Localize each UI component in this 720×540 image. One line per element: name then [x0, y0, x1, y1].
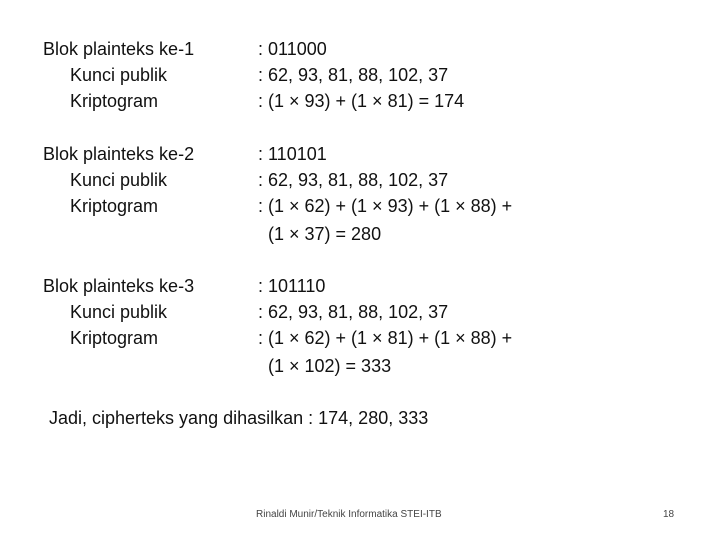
block-3-cipher-label: Kriptogram [70, 328, 159, 348]
block-3-key-label: Kunci publik [70, 302, 168, 322]
footer-credit: Rinaldi Munir/Teknik Informatika STEI-ITB [256, 509, 442, 520]
block-2-key-value: : 62, 93, 81, 88, 102, 37 [258, 170, 449, 190]
block-3-plaintext-value: : 101110 [258, 276, 326, 296]
block-2-cipher-label: Kriptogram [70, 196, 159, 216]
page-number: 18 [663, 509, 675, 520]
block-2-key-label: Kunci publik [70, 170, 168, 190]
block-2-plaintext-value: : 110101 [258, 144, 327, 164]
block-3-cipher-value-continued: (1 × 102) = 333 [268, 356, 392, 376]
block-1-cipher-label: Kriptogram [70, 91, 159, 111]
block-1-cipher-value: : (1 × 93) + (1 × 81) = 174 [258, 91, 465, 111]
block-1-key-label: Kunci publik [70, 65, 168, 85]
block-1-plaintext-value: : 011000 [258, 39, 327, 59]
block-3-key-value: : 62, 93, 81, 88, 102, 37 [258, 302, 449, 322]
block-2-title: Blok plainteks ke-2 [43, 144, 195, 164]
block-1-title: Blok plainteks ke-1 [43, 39, 195, 59]
block-3-title: Blok plainteks ke-3 [43, 276, 195, 296]
block-2-cipher-value: : (1 × 62) + (1 × 93) + (1 × 88) + [258, 196, 513, 216]
conclusion-text: Jadi, cipherteks yang dihasilkan : 174, 280, 333 [49, 408, 429, 428]
block-3-cipher-value: : (1 × 62) + (1 × 81) + (1 × 88) + [258, 328, 513, 348]
block-2-cipher-value-continued: (1 × 37) = 280 [268, 224, 382, 244]
block-1-key-value: : 62, 93, 81, 88, 102, 37 [258, 65, 449, 85]
